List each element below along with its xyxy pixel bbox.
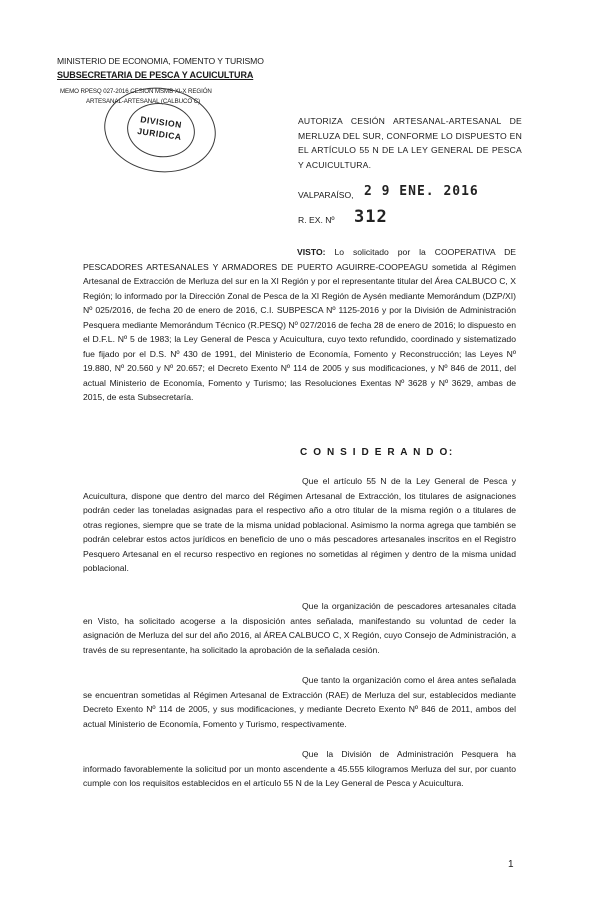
memo-reference-line2: ARTESANAL-ARTESANAL (CALBUCO C) [86,98,201,105]
considerando-paragraph-1: Que el artículo 55 N de la Ley General de Pesca y Acuicultura, dispone que dentro del marco del Régimen Artesanal de Extracción, los titulares de asignaciones podrán ceder las toneladas asignadas para el respectivo año a otro titular de la misma región o a titulares de otras regiones, siempre que se trate de la misma unidad poblacional. Asimismo la norma agrega que también se podrán celebrar estos actos jurídicos en beneficio de uno o más pescadores artesanales inscritos en el Registro Pesquero Artesanal en el recurso respectivo en regiones no sometidas al régimen y dentro de la misma unidad poblacional. [83,476,516,573]
rex-label: R. EX. Nº [298,215,335,225]
date-stamp: 2 9 ENE. 2016 [364,184,479,199]
considerando-paragraph-3: Que tanto la organización como el área antes señalada se encuentran sometidas al Régimen Artesanal de Extracción (RAE) de Merluza del sur, establecidos mediante Decreto Exento Nº 114 de 2005, y sus modificaciones, y mediante Decreto Exento Nº 846 de 2011, ambos del actual Ministerio de Economía, Fomento y Turismo, respectivamente. [83,675,516,729]
memo-reference: MEMO RPESQ 027-2016 CESION MSMB XI-X REGIÓN [60,88,212,95]
subsecretaria-name: SUBSECRETARIA DE PESCA Y ACUICULTURA [57,70,254,80]
ministry-name: MINISTERIO DE ECONOMIA, FOMENTO Y TURISMO [57,56,264,66]
place: VALPARAÍSO, [298,190,354,200]
visto-text: Lo solicitado por la COOPERATIVA DE PESCADORES ARTESANALES Y ARMADORES DE PUERTO AGUIRRE-COOPEAGU sometida al Régimen Artesanal de Extracción de Merluza del sur en la XI Región y por el representante titular del Área CALBUCO C, X Región; lo informado por la Dirección Zonal de Pesca de la XI Región de Aysén mediante Memorándum (DZP/XI) Nº 025/2016, de fecha 20 de enero de 2016, C.I. SUBPESCA Nº 1125-2016 y por la División de Administración Pesquera mediante Memorándum Técnico (R.PESQ) Nº 027/2016 de fecha 28 de enero de 2016; lo dispuesto en el D.F.L. Nº 5 de 1983; la Ley General de Pesca y Acuicultura, cuyo texto refundido, coordinado y sistematizado fue fijado por el D.S. Nº 430 de 1991, del Ministerio de Economía, Fomento y Reconstrucción; las Leyes Nº 19.880, Nº 20.560 y Nº 20.657; el Decreto Exento Nº 114 de 2005 y sus modificaciones, y Nº 846 de 2011, del actual Ministerio de Economía, Fomento y Turismo; las Resoluciones Exentas Nº 3628 y Nº 3629, ambas de 2015, de esta Subsecretaría. [83,247,517,402]
considerando-paragraph-2: Que la organización de pescadores artesanales citada en Visto, ha solicitado acogerse a la disposición antes señalada, manifestando su voluntad de ceder la asignación de Merluza del sur del año 2016, al ÁREA CALBUCO C, X Región, cuyo Consejo de Administración, a través de su representante, ha solicitado la aprobación de la señalada cesión. [83,601,516,655]
considerando-heading: C O N S I D E R A N D O: [300,447,454,458]
visto-label: VISTO: [297,247,326,257]
division-juridica-stamp [99,81,222,180]
stamp-line1: DIVISION [139,114,183,130]
considerando-paragraph-4: Que la División de Administración Pesquera ha informado favorablemente la solicitud por un monto ascendente a 45.555 kilogramos Merluza del sur, por cuanto cumple con los requisitos establecidos en el artículo 55 N de la Ley General de Pesca y Acuicultura. [83,749,516,788]
stamp-line2: JURIDICA [136,125,183,143]
rex-number: 312 [354,207,388,227]
document-title: AUTORIZA CESIÓN ARTESANAL-ARTESANAL DE MERLUZA DEL SUR, CONFORME LO DISPUESTO EN EL ARTÍCULO 55 N DE LA LEY GENERAL DE PESCA Y ACUICULTURA. [298,116,522,170]
visto-paragraph [83,245,516,405]
page-number: 1 [508,859,514,870]
